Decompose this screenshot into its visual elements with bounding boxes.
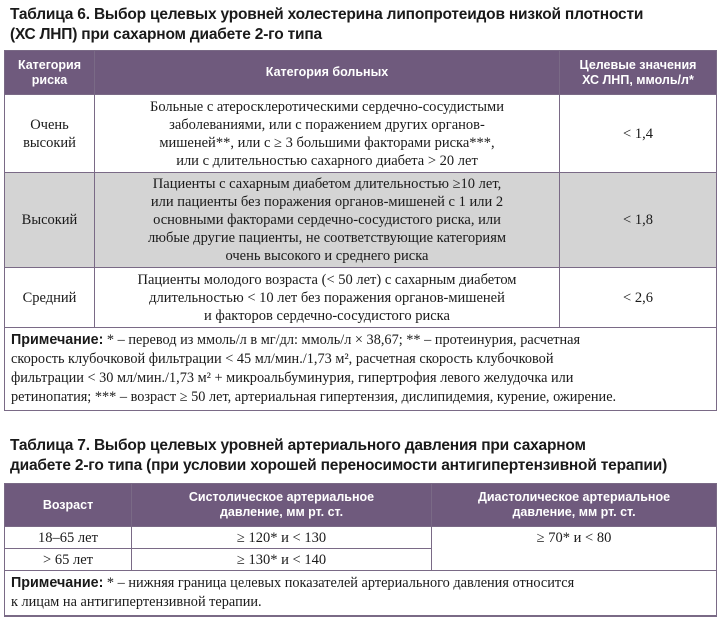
- table-row: [5, 268, 717, 328]
- table-row: [5, 527, 717, 549]
- table6-note-row: [5, 328, 717, 411]
- header-age: Возраст: [5, 484, 132, 527]
- table7-note-row: [5, 571, 717, 617]
- ldl-target-table: [4, 50, 717, 411]
- note-label: Примечание:: [11, 575, 104, 591]
- table6-title: Таблица 6. Выбор целевых уровней холестерина липопротеидов низкой плотности (ХС ЛНП) при сахарном диабете 2-го типа: [10, 6, 644, 43]
- diastolic-cell: ≥ 70* и < 80: [432, 527, 717, 571]
- patient-category-cell: Пациенты с сахарным диабетом длительностью ≥10 лет, или пациенты без поражения органов-мишеней с 1 или 2 основными факторами сердечно-сосудистого риска, или любые другие пациенты, не соответствующие категориям очень высокого и среднего риска: [95, 173, 560, 268]
- header-ldl-target: Целевые значения ХС ЛНП, ммоль/л*: [560, 51, 717, 95]
- ldl-target-cell: < 2,6: [560, 268, 717, 328]
- table7-note: Примечание: * – нижняя граница целевых показателей артериального давления относится к лицам на антигипертензивной терапии.: [5, 571, 717, 617]
- header-risk-category: Категория риска: [5, 51, 95, 95]
- header-diastolic: Диастолическое артериальное давление, мм рт. ст.: [432, 484, 717, 527]
- risk-category-cell: Высокий: [5, 173, 95, 268]
- header-systolic: Систолическое артериальное давление, мм рт. ст.: [132, 484, 432, 527]
- systolic-cell: ≥ 130* и < 140: [132, 549, 432, 571]
- ldl-target-cell: < 1,8: [560, 173, 717, 268]
- patient-category-cell: Больные с атеросклеротическими сердечно-сосудистыми заболеваниями, или с поражением других органов- мишеней**, или с ≥ 3 большими факторами риска***, или с длительностью сахарного диабета > 20 лет: [95, 95, 560, 173]
- ldl-target-cell: < 1,4: [560, 95, 717, 173]
- patient-category-cell: Пациенты молодого возраста (< 50 лет) с сахарным диабетом длительностью < 10 лет без поражения органов-мишеней и факторов сердечно-сосудистого риска: [95, 268, 560, 328]
- age-cell: > 65 лет: [5, 549, 132, 571]
- age-cell: 18–65 лет: [5, 527, 132, 549]
- table6-header-row: [5, 51, 717, 95]
- risk-category-cell: Очень высокий: [5, 95, 95, 173]
- risk-category-cell: Средний: [5, 268, 95, 328]
- table6-note: Примечание: * – перевод из ммоль/л в мг/дл: ммоль/л × 38,67; ** – протеинурия, расчетная скорость клубочковой фильтрации < 45 мл/мин./1,73 м², расчетная скорость клубочковой фильтрации < 30 мл/мин./1,73 м² + микроальбуминурия, гипертрофия левого желудочка или ретинопатия; *** – возраст ≥ 50 лет, артериальная гипертензия, дислипидемия, курение, ожирение.: [5, 328, 717, 411]
- bp-target-table: [4, 483, 717, 617]
- table-row: [5, 95, 717, 173]
- table-row: [5, 173, 717, 268]
- note-label: Примечание:: [11, 332, 104, 348]
- systolic-cell: ≥ 120* и < 130: [132, 527, 432, 549]
- header-patient-category: Категория больных: [95, 51, 560, 95]
- table7-header-row: [5, 484, 717, 527]
- table7-title: Таблица 7. Выбор целевых уровней артериального давления при сахарном диабете 2-го типа (при условии хорошей переносимости антигипертензивной терапии): [10, 437, 668, 474]
